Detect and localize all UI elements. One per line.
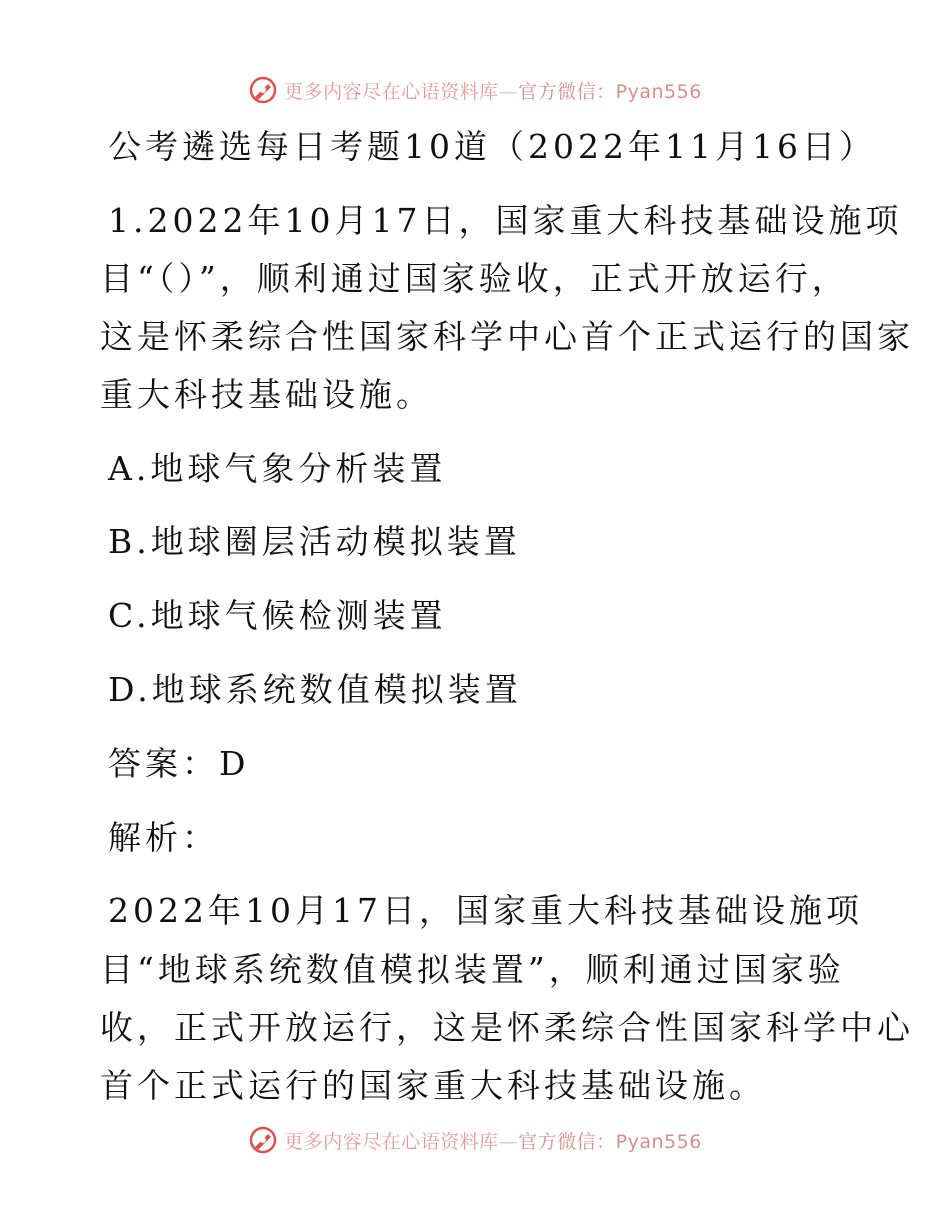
- footer-banner: [0, 1120, 950, 1160]
- banner-wechat-text: 官方微信：Pyan556: [518, 80, 702, 103]
- answer-text: 答案：D: [108, 744, 250, 783]
- banner-text: [284, 77, 702, 104]
- page-title: 公考遴选每日考题10道（2022年11月16日）: [108, 127, 876, 166]
- question-line-4: 重大科技基础设施。: [100, 375, 433, 414]
- option-b: B.地球圈层活动模拟装置: [108, 522, 521, 561]
- option-a: A.地球气象分析装置: [108, 449, 447, 488]
- question-line-2: 目“（）”，顺利通过国家验收，正式开放运行，: [100, 259, 849, 298]
- question-line-3: 这是怀柔综合性国家科学中心首个正式运行的国家: [100, 317, 914, 356]
- banner-main-text: 更多内容尽在心语资料库: [284, 1130, 499, 1153]
- banner-wechat-text: 官方微信：Pyan556: [518, 1130, 702, 1153]
- analysis-line-2: 目“地球系统数值模拟装置”，顺利通过国家验: [100, 950, 845, 989]
- banner-main-text: 更多内容尽在心语资料库: [284, 80, 499, 103]
- analysis-line-3: 收，正式开放运行，这是怀柔综合性国家科学中心: [100, 1008, 914, 1047]
- pen-logo-icon: [248, 75, 278, 105]
- question-line-1: 1.2022年10月17日，国家重大科技基础设施项: [108, 201, 903, 240]
- pen-logo-icon: [248, 1125, 278, 1155]
- header-banner: [0, 70, 950, 110]
- banner-text: [284, 1127, 702, 1154]
- analysis-label: 解析：: [108, 818, 219, 857]
- analysis-line-1: 2022年10月17日，国家重大科技基础设施项: [108, 891, 863, 930]
- banner-dash: —: [498, 80, 519, 103]
- option-d: D.地球系统数值模拟装置: [108, 670, 522, 709]
- analysis-line-4: 首个正式运行的国家重大科技基础设施。: [100, 1066, 766, 1105]
- option-c: C.地球气候检测装置: [108, 596, 447, 635]
- banner-dash: —: [498, 1130, 519, 1153]
